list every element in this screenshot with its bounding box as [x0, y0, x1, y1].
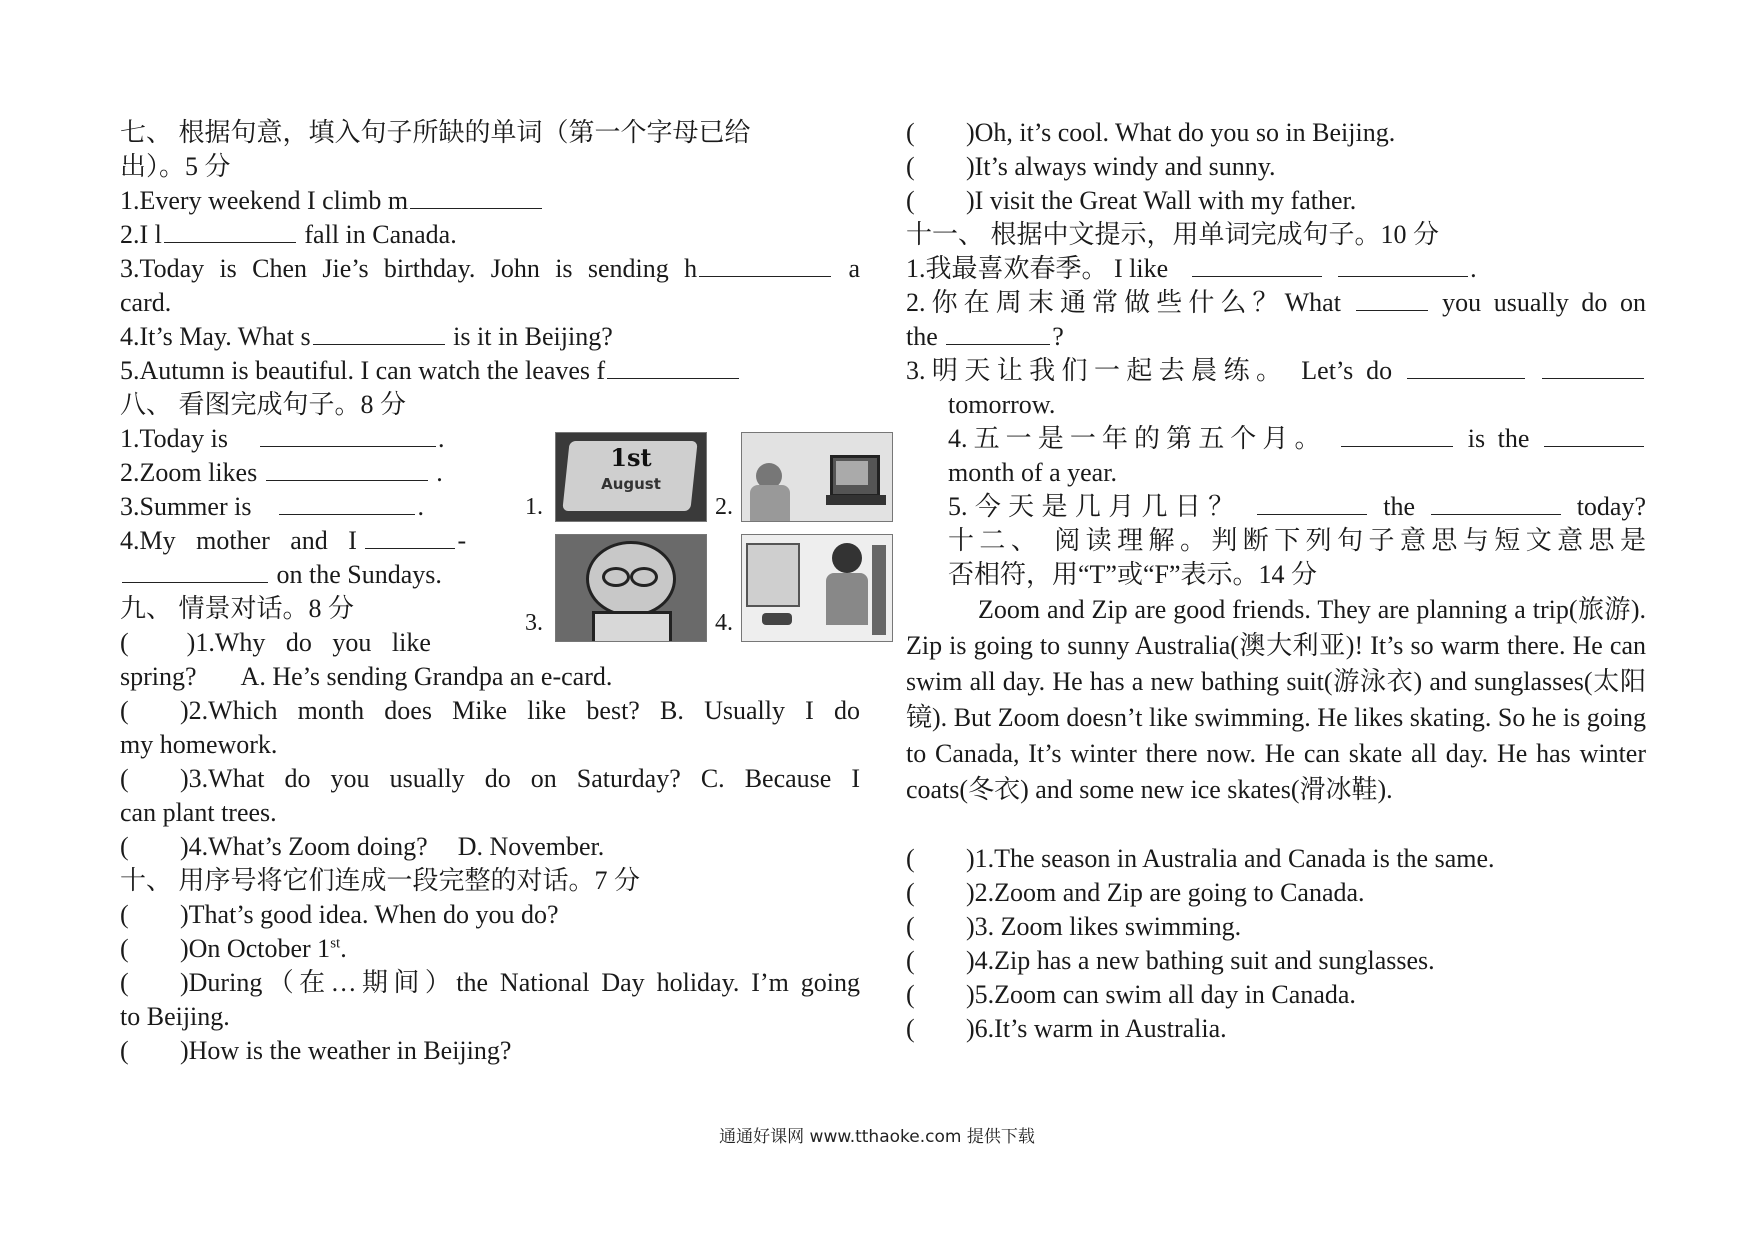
- picture-1-calendar: [555, 432, 707, 522]
- s12-q2: ( )2.Zoom and Zip are going to Canada.: [906, 878, 1365, 907]
- s10-line-6: ( )It’s always windy and sunny.: [906, 152, 1276, 181]
- picture-3-hot-weather: [555, 534, 707, 642]
- s9-q1-cont: spring? A. He’s sending Grandpa an e-card.: [120, 662, 613, 691]
- picture-label-4: 4.: [715, 610, 733, 636]
- s7-q2: 2.I l fall in Canada.: [120, 220, 457, 249]
- s9-q3: ( )3.What do you usually do on Saturday? C. Because I: [120, 764, 860, 793]
- s9-option-a: A. He’s sending Grandpa an e-card.: [240, 662, 613, 691]
- section-8-title: 八、 看图完成句子。8 分: [120, 390, 407, 419]
- s10-line-7: ( )I visit the Great Wall with my father.: [906, 186, 1357, 215]
- s8-q2: 2.Zoom likes .: [120, 458, 443, 487]
- s7-q3-cont: card.: [120, 288, 172, 317]
- s9-q3-cont: can plant trees.: [120, 798, 277, 827]
- picture-label-3: 3.: [525, 610, 543, 636]
- section-9-title: 九、 情景对话。8 分: [120, 594, 355, 623]
- s11-q4: 4.五一是一年的第五个月。 is the: [906, 422, 1646, 456]
- s9-q4: ( )4.What’s Zoom doing? D. November.: [120, 832, 605, 861]
- picture-4-girl-cleaning: [741, 534, 893, 642]
- section-11-title: 十一、 根据中文提示，用单词完成句子。10 分: [906, 220, 1440, 249]
- section-12-title: 十二、 阅读理解。判断下列句子意思与短文意思是: [948, 526, 1646, 555]
- s11-q2-cont: the ?: [906, 322, 1064, 351]
- picture-grid: [525, 432, 895, 642]
- s12-q6: ( )6.It’s warm in Australia.: [906, 1014, 1227, 1043]
- s7-q4: 4.It’s May. What s is it in Beijing?: [120, 322, 613, 351]
- s11-q5: 5.今天是几月几日？ the today?: [948, 492, 1646, 521]
- s8-q4-cont: on the Sundays.: [120, 558, 860, 592]
- s7-q1: 1.Every weekend I climb m: [120, 184, 860, 218]
- section-7-title: 七、 根据句意，填入句子所缺的单词（第一个字母已给: [120, 118, 751, 147]
- section-12-title-cont: 否相符，用“T”或“F”表示。14 分: [948, 560, 1318, 589]
- s9-q1: ( )1.Why do you like: [120, 628, 431, 657]
- s10-line-3: ( )During（在…期间）the National Day holiday. I’m going: [120, 968, 860, 997]
- s9-q2: ( )2.Which month does Mike like best? B. Usually I do: [120, 696, 860, 725]
- picture-label-1: 1.: [525, 494, 543, 520]
- picture-2-watching-tv: [741, 432, 893, 522]
- s10-line-5: ( )Oh, it’s cool. What do you so in Beijing.: [906, 118, 1396, 147]
- s9-option-b: B. Usually I do: [660, 696, 860, 725]
- s10-line-1: ( )That’s good idea. When do you do?: [120, 900, 559, 929]
- right-column: [906, 116, 1646, 1046]
- s7-q5: 5.Autumn is beautiful. I can watch the leaves f: [120, 354, 860, 388]
- calendar-month: August: [601, 475, 661, 493]
- s8-q4: 4.My mother and I -: [120, 526, 467, 555]
- s12-q3: ( )3. Zoom likes swimming.: [906, 912, 1242, 941]
- section-10-title: 十、 用序号将它们连成一段完整的对话。7 分: [120, 866, 641, 895]
- s11-q3-cont: tomorrow.: [948, 390, 1056, 419]
- reading-passage: Zoom and Zip are good friends. They are planning a trip(旅游). Zip is going to sunny Australia(澳大利亚)! It’s so warm there. He can swim all day. He has a new bathing suit(游泳衣) and sunglasses(太阳镜). But Zoom doesn’t like swimming. He likes skating. So he is going to Canada, It’s winter there now. He can skate all day. He has winter coats(冬衣) and some new ice skates(滑冰鞋).: [906, 595, 1646, 804]
- picture-label-2: 2.: [715, 494, 733, 520]
- s7-q3: 3.Today is Chen Jie’s birthday. John is sending h a: [120, 254, 860, 283]
- s10-line-3-cont: to Beijing.: [120, 1002, 230, 1031]
- s12-q4: ( )4.Zip has a new bathing suit and sunglasses.: [906, 946, 1435, 975]
- s11-q4-cont: month of a year.: [948, 458, 1117, 487]
- s8-q3: 3.Summer is .: [120, 492, 424, 521]
- s11-q3: 3.明天让我们一起去晨练。 Let’s do: [906, 354, 1646, 388]
- s10-line-4: ( )How is the weather in Beijing?: [120, 1036, 512, 1065]
- s9-option-c: C. Because I: [700, 764, 860, 793]
- s12-q1: ( )1.The season in Australia and Canada is the same.: [906, 844, 1495, 873]
- s9-option-d: D. November.: [457, 832, 605, 861]
- calendar-day: 1st: [610, 443, 652, 472]
- s11-q1: 1.我最喜欢春季。 I like .: [906, 254, 1477, 283]
- footer-source: 通通好课网 www.tthaoke.com 提供下载: [719, 1127, 1035, 1147]
- section-7-title-cont: 出）。5 分: [120, 152, 231, 181]
- s10-line-2: ( )On October 1st.: [120, 934, 347, 963]
- s11-q2: 2.你在周末通常做些什么？What you usually do on: [906, 288, 1646, 317]
- s8-q1: 1.Today is .: [120, 424, 445, 453]
- s12-q5: ( )5.Zoom can swim all day in Canada.: [906, 980, 1356, 1009]
- s9-q2-cont: my homework.: [120, 730, 278, 759]
